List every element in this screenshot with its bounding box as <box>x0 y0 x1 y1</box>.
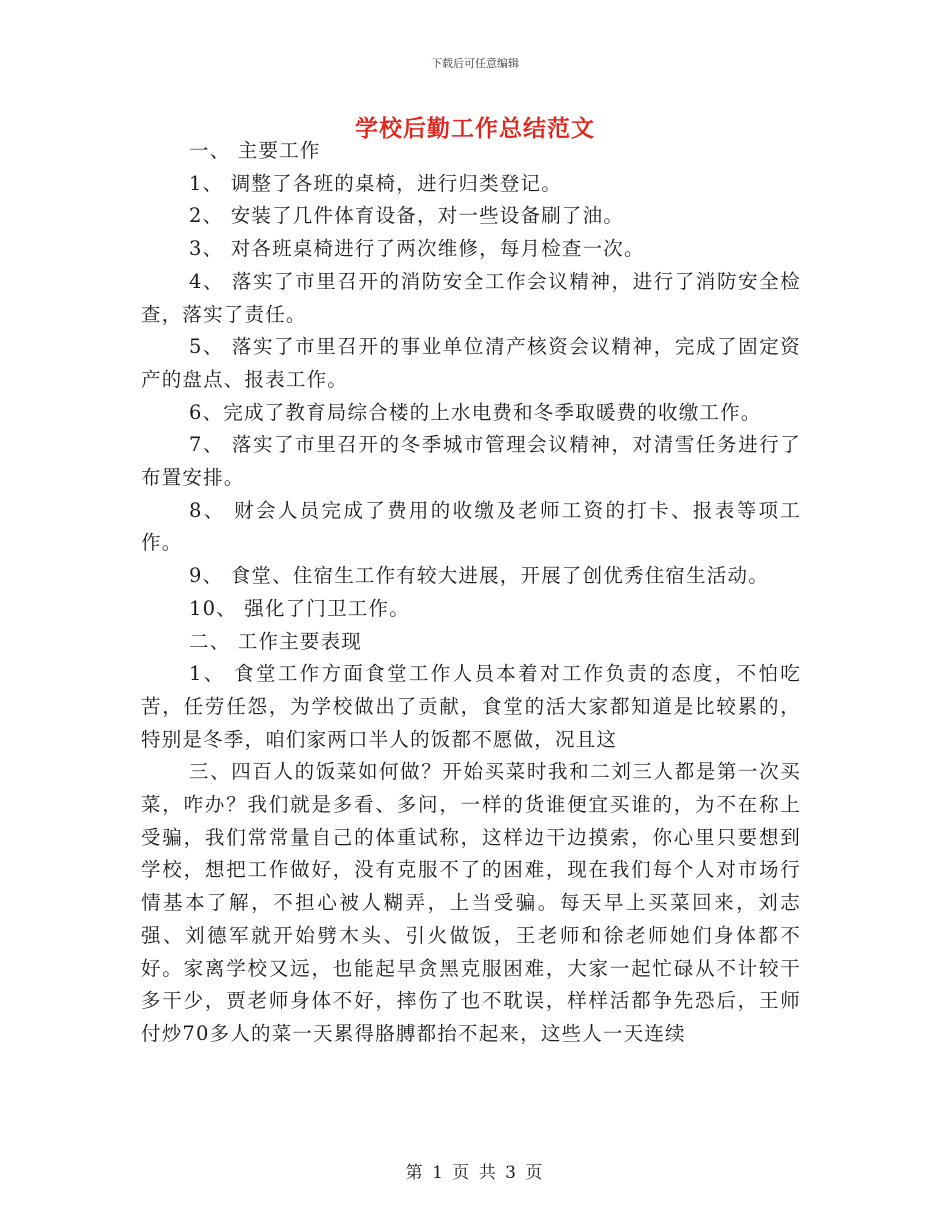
list-item: 10、 强化了门卫工作。 <box>189 596 410 620</box>
section-heading-main-work: 一、 主要工作 <box>189 139 321 162</box>
document-body <box>141 135 801 1051</box>
page-number: 第 1 页 共 3 页 <box>405 1163 545 1183</box>
list-item: 9、 食堂、住宿生工作有较大进展，开展了创优秀住宿生活动。 <box>189 564 769 588</box>
document-title: 学校后勤工作总结范文 <box>355 116 595 142</box>
download-note: 下载后可任意编辑 <box>431 57 519 70</box>
list-item: 5、 落实了市里召开的事业单位清产核资会议精神，完成了固定资产的盘点、报表工作。 <box>141 335 801 391</box>
list-item: 6、完成了教育局综合楼的上水电费和冬季取暖费的收缴工作。 <box>189 400 762 424</box>
body-paragraph: 三、四百人的饭菜如何做？开始买菜时我和二刘三人都是第一次买菜，咋办？我们就是多看、多问，一样的货谁便宜买谁的，为不在称上受骗，我们常常量自己的体重试称，这样边干边摸索，你心里只要想到学校，想把工作做好，没有克服不了的困难，现在我们每个人对市场行情基本了解，不担心被人糊弄，上当受骗。每天早上买菜回来，刘志强、刘德军就开始劈木头、引火做饭，王老师和徐老师她们身体都不好。家离学校又远，也能起早贪黑克服困难，大家一起忙碌从不计较干多干少，贾老师身体不好，摔伤了也不耽误，样样活都争先恐后，王师付炒70多人的菜一天累得胳膊都抬不起来，这些人一天连续 <box>141 760 801 1045</box>
body-paragraph: 1、 食堂工作方面食堂工作人员本着对工作负责的态度，不怕吃苦，任劳任怨，为学校做出了贡献，食堂的活大家都知道是比较累的，特别是冬季，咱们家两口半人的饭都不愿做，况且这 <box>141 662 801 751</box>
list-item: 4、 落实了市里召开的消防安全工作会议精神，进行了消防安全检查，落实了责任。 <box>141 269 801 326</box>
list-item: 1、 调整了各班的桌椅，进行归类登记。 <box>189 171 562 195</box>
list-item: 2、 安装了几件体育设备，对一些设备刷了油。 <box>189 204 625 228</box>
list-item: 7、 落实了市里召开的冬季城市管理会议精神，对清雪任务进行了布置安排。 <box>141 433 801 490</box>
list-item: 3、 对各班桌椅进行了两次维修，每月检查一次。 <box>189 237 645 261</box>
section-heading-performance: 二、 工作主要表现 <box>189 629 362 653</box>
list-item: 8、 财会人员完成了费用的收缴及老师工资的打卡、报表等项工作。 <box>141 498 801 555</box>
